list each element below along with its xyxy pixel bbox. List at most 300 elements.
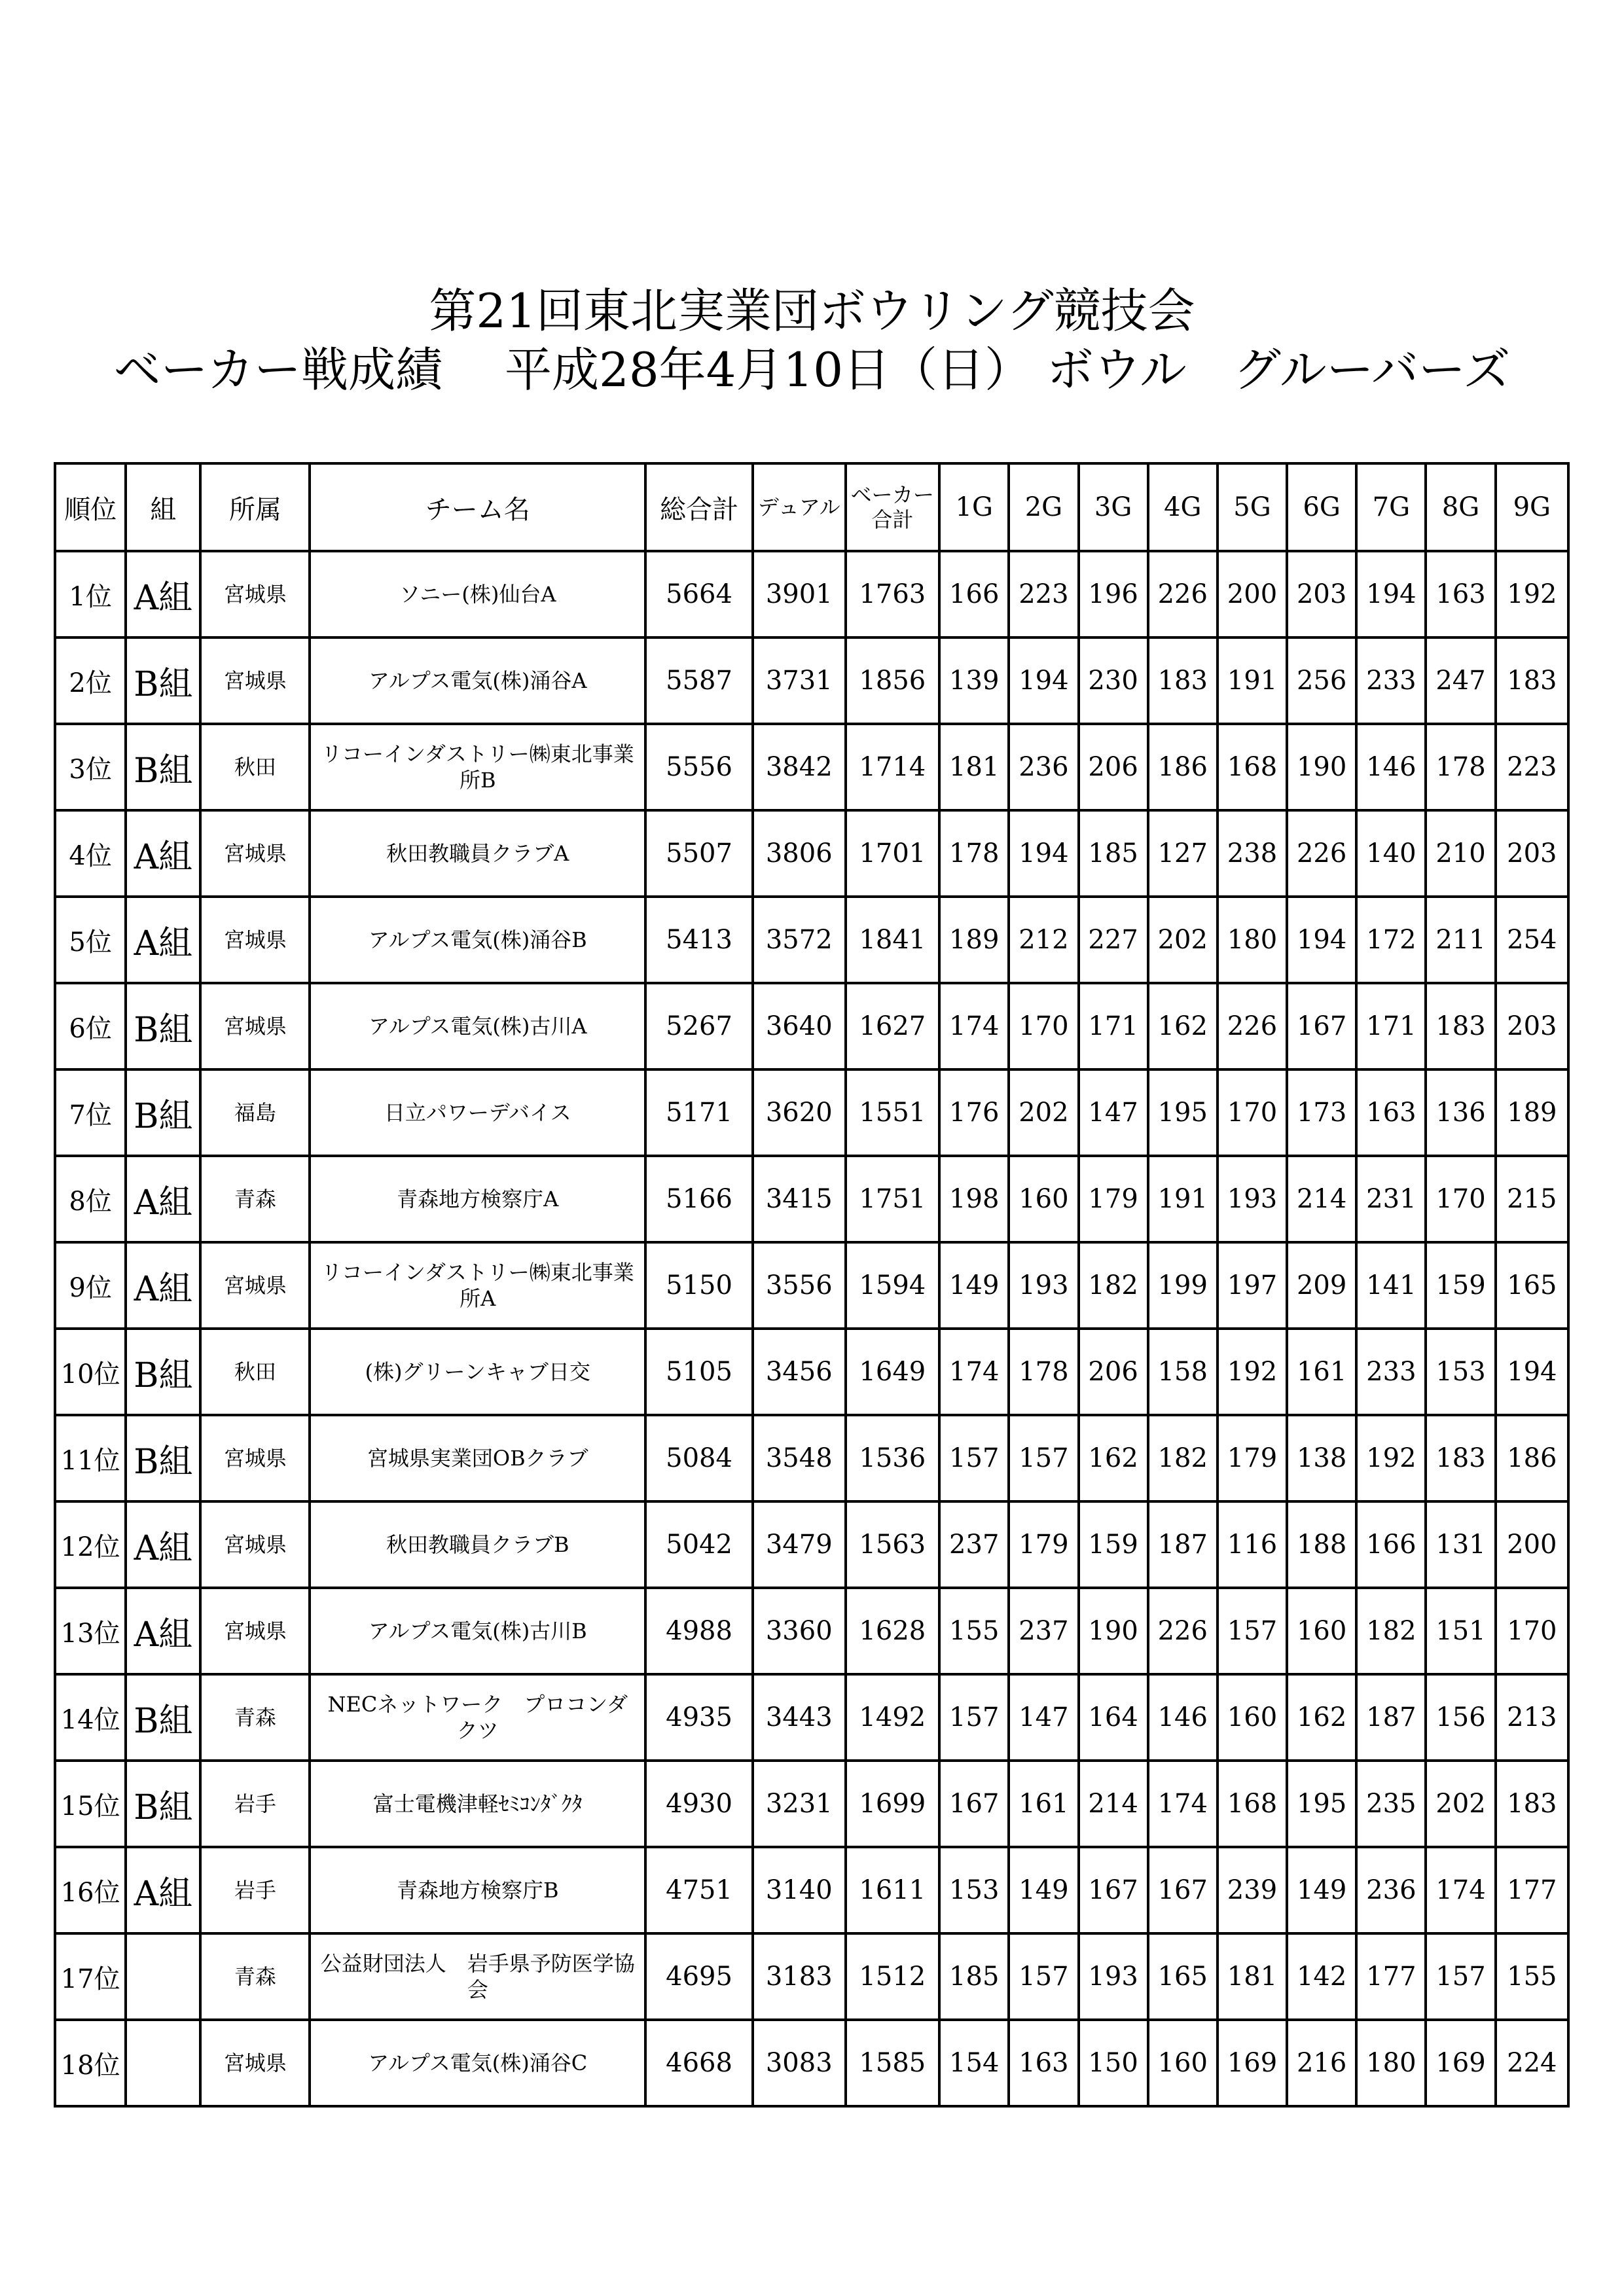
game-score-cell: 195	[1148, 1069, 1218, 1156]
group-cell: A組	[126, 1156, 200, 1242]
rank-cell: 18位	[55, 2020, 126, 2106]
game-score-cell: 203	[1496, 810, 1568, 897]
team-name-cell: アルプス電気(株)涌谷C	[310, 2020, 645, 2106]
baker-total-cell: 1714	[846, 724, 940, 810]
game-score-cell: 176	[939, 1069, 1009, 1156]
table-row	[55, 1156, 1568, 1242]
game-score-cell: 210	[1426, 810, 1495, 897]
game-score-cell: 157	[1218, 1588, 1287, 1674]
game-score-cell: 209	[1287, 1242, 1356, 1329]
team-name-cell: アルプス電気(株)涌谷A	[310, 637, 645, 724]
team-name-cell: 秋田教職員クラブB	[310, 1501, 645, 1588]
group-cell	[126, 2020, 200, 2106]
prefecture-cell: 宮城県	[200, 983, 310, 1069]
total-cell: 4930	[645, 1761, 753, 1847]
game-score-cell: 168	[1218, 1761, 1287, 1847]
group-cell: A組	[126, 810, 200, 897]
game-score-cell: 188	[1287, 1501, 1356, 1588]
group-cell: B組	[126, 1415, 200, 1501]
game-score-cell: 190	[1079, 1588, 1148, 1674]
dual-cell: 3415	[753, 1156, 846, 1242]
game-score-cell: 186	[1496, 1415, 1568, 1501]
total-cell: 5042	[645, 1501, 753, 1588]
dual-cell: 3731	[753, 637, 846, 724]
prefecture-cell: 宮城県	[200, 810, 310, 897]
game-score-cell: 187	[1148, 1501, 1218, 1588]
rank-cell: 3位	[55, 724, 126, 810]
game-score-cell: 254	[1496, 897, 1568, 983]
total-cell: 4935	[645, 1674, 753, 1761]
rank-cell: 1位	[55, 551, 126, 637]
team-name-cell: (株)グリーンキャブ日交	[310, 1329, 645, 1415]
column-header: デュアル	[753, 463, 846, 551]
game-score-cell: 140	[1356, 810, 1426, 897]
prefecture-cell: 宮城県	[200, 897, 310, 983]
group-cell: B組	[126, 1761, 200, 1847]
total-cell: 5105	[645, 1329, 753, 1415]
baker-total-cell: 1701	[846, 810, 940, 897]
column-header: 2G	[1009, 463, 1078, 551]
dual-cell: 3183	[753, 1933, 846, 2020]
game-score-cell: 155	[939, 1588, 1009, 1674]
rank-cell: 6位	[55, 983, 126, 1069]
game-score-cell: 226	[1218, 983, 1287, 1069]
total-cell: 4695	[645, 1933, 753, 2020]
dual-cell: 3456	[753, 1329, 846, 1415]
prefecture-cell: 宮城県	[200, 1242, 310, 1329]
baker-total-cell: 1763	[846, 551, 940, 637]
baker-total-cell: 1551	[846, 1069, 940, 1156]
total-cell: 5171	[645, 1069, 753, 1156]
game-score-cell: 226	[1287, 810, 1356, 897]
prefecture-cell: 宮城県	[200, 2020, 310, 2106]
group-cell: A組	[126, 1242, 200, 1329]
baker-total-cell: 1594	[846, 1242, 940, 1329]
document-title: 第21回東北実業団ボウリング競技会	[429, 283, 1195, 338]
rank-cell: 10位	[55, 1329, 126, 1415]
column-header: 順位	[55, 463, 126, 551]
game-score-cell: 200	[1496, 1501, 1568, 1588]
table-row	[55, 1069, 1568, 1156]
game-score-cell: 116	[1218, 1501, 1287, 1588]
game-score-cell: 206	[1079, 1329, 1148, 1415]
game-score-cell: 170	[1218, 1069, 1287, 1156]
game-score-cell: 202	[1148, 897, 1218, 983]
document-subtitle: ベーカー戦成績 平成28年4月10日（日） ボウル グルーバーズ	[113, 342, 1511, 397]
dual-cell: 3901	[753, 551, 846, 637]
game-score-cell: 172	[1356, 897, 1426, 983]
dual-cell: 3548	[753, 1415, 846, 1501]
game-score-cell: 149	[1009, 1847, 1078, 1933]
group-cell: B組	[126, 1069, 200, 1156]
game-score-cell: 180	[1356, 2020, 1426, 2106]
game-score-cell: 179	[1218, 1415, 1287, 1501]
game-score-cell: 157	[1426, 1933, 1495, 2020]
game-score-cell: 185	[1079, 810, 1148, 897]
dual-cell: 3083	[753, 2020, 846, 2106]
group-cell: B組	[126, 983, 200, 1069]
game-score-cell: 149	[1287, 1847, 1356, 1933]
game-score-cell: 206	[1079, 724, 1148, 810]
total-cell: 5587	[645, 637, 753, 724]
dual-cell: 3572	[753, 897, 846, 983]
game-score-cell: 182	[1356, 1588, 1426, 1674]
game-score-cell: 203	[1496, 983, 1568, 1069]
game-score-cell: 226	[1148, 1588, 1218, 1674]
table-row	[55, 2020, 1568, 2106]
game-score-cell: 203	[1287, 551, 1356, 637]
prefecture-cell: 青森	[200, 1156, 310, 1242]
team-name-cell: 富士電機津軽ｾﾐｺﾝﾀﾞｸﾀ	[310, 1761, 645, 1847]
game-score-cell: 146	[1356, 724, 1426, 810]
dual-cell: 3556	[753, 1242, 846, 1329]
game-score-cell: 183	[1426, 983, 1495, 1069]
game-score-cell: 183	[1426, 1415, 1495, 1501]
game-score-cell: 170	[1496, 1588, 1568, 1674]
column-header: チーム名	[310, 463, 645, 551]
table-row	[55, 1329, 1568, 1415]
game-score-cell: 193	[1079, 1933, 1148, 2020]
game-score-cell: 200	[1218, 551, 1287, 637]
game-score-cell: 178	[1009, 1329, 1078, 1415]
baker-total-cell: 1611	[846, 1847, 940, 1933]
game-score-cell: 178	[939, 810, 1009, 897]
table-row	[55, 897, 1568, 983]
table-row	[55, 1415, 1568, 1501]
game-score-cell: 237	[1009, 1588, 1078, 1674]
game-score-cell: 237	[939, 1501, 1009, 1588]
game-score-cell: 161	[1009, 1761, 1078, 1847]
game-score-cell: 157	[939, 1674, 1009, 1761]
column-header: 総合計	[645, 463, 753, 551]
game-score-cell: 183	[1148, 637, 1218, 724]
dual-cell: 3806	[753, 810, 846, 897]
dual-cell: 3140	[753, 1847, 846, 1933]
prefecture-cell: 宮城県	[200, 1588, 310, 1674]
group-cell: A組	[126, 897, 200, 983]
game-score-cell: 192	[1356, 1415, 1426, 1501]
prefecture-cell: 宮城県	[200, 1501, 310, 1588]
game-score-cell: 174	[939, 1329, 1009, 1415]
baker-total-cell: 1585	[846, 2020, 940, 2106]
column-header: 8G	[1426, 463, 1495, 551]
baker-total-cell: 1751	[846, 1156, 940, 1242]
total-cell: 5664	[645, 551, 753, 637]
game-score-cell: 202	[1009, 1069, 1078, 1156]
rank-cell: 9位	[55, 1242, 126, 1329]
table-row	[55, 1847, 1568, 1933]
rank-cell: 11位	[55, 1415, 126, 1501]
game-score-cell: 174	[1426, 1847, 1495, 1933]
table-row	[55, 1933, 1568, 2020]
baker-total-cell: 1512	[846, 1933, 940, 2020]
rank-cell: 7位	[55, 1069, 126, 1156]
game-score-cell: 212	[1009, 897, 1078, 983]
game-score-cell: 195	[1287, 1761, 1356, 1847]
game-score-cell: 183	[1496, 1761, 1568, 1847]
dual-cell: 3640	[753, 983, 846, 1069]
baker-total-cell: 1627	[846, 983, 940, 1069]
rank-cell: 13位	[55, 1588, 126, 1674]
rank-cell: 12位	[55, 1501, 126, 1588]
game-score-cell: 185	[939, 1933, 1009, 2020]
dual-cell: 3620	[753, 1069, 846, 1156]
column-header: 4G	[1148, 463, 1218, 551]
total-cell: 4988	[645, 1588, 753, 1674]
rank-cell: 17位	[55, 1933, 126, 2020]
game-score-cell: 163	[1356, 1069, 1426, 1156]
prefecture-cell: 宮城県	[200, 637, 310, 724]
game-score-cell: 214	[1287, 1156, 1356, 1242]
team-name-cell: 秋田教職員クラブA	[310, 810, 645, 897]
game-score-cell: 154	[939, 2020, 1009, 2106]
baker-total-cell: 1628	[846, 1588, 940, 1674]
game-score-cell: 174	[1148, 1761, 1218, 1847]
game-score-cell: 193	[1218, 1156, 1287, 1242]
group-cell: B組	[126, 637, 200, 724]
column-header: 7G	[1356, 463, 1426, 551]
rank-cell: 5位	[55, 897, 126, 983]
column-header: 所属	[200, 463, 310, 551]
game-score-cell: 147	[1009, 1674, 1078, 1761]
group-cell: B組	[126, 1674, 200, 1761]
column-header: 6G	[1287, 463, 1356, 551]
game-score-cell: 136	[1426, 1069, 1495, 1156]
rank-cell: 14位	[55, 1674, 126, 1761]
game-score-cell: 191	[1148, 1156, 1218, 1242]
game-score-cell: 165	[1496, 1242, 1568, 1329]
game-score-cell: 181	[1218, 1933, 1287, 2020]
game-score-cell: 159	[1426, 1242, 1495, 1329]
game-score-cell: 235	[1356, 1761, 1426, 1847]
game-score-cell: 213	[1496, 1674, 1568, 1761]
game-score-cell: 155	[1496, 1933, 1568, 2020]
group-cell: B組	[126, 724, 200, 810]
team-name-cell: 宮城県実業団OBクラブ	[310, 1415, 645, 1501]
table-row	[55, 1588, 1568, 1674]
game-score-cell: 183	[1496, 637, 1568, 724]
game-score-cell: 174	[939, 983, 1009, 1069]
rank-cell: 8位	[55, 1156, 126, 1242]
rank-cell: 16位	[55, 1847, 126, 1933]
baker-total-cell: 1536	[846, 1415, 940, 1501]
game-score-cell: 193	[1009, 1242, 1078, 1329]
team-name-cell: アルプス電気(株)涌谷B	[310, 897, 645, 983]
game-score-cell: 167	[1287, 983, 1356, 1069]
group-cell: A組	[126, 1501, 200, 1588]
game-score-cell: 166	[1356, 1501, 1426, 1588]
team-name-cell: アルプス電気(株)古川A	[310, 983, 645, 1069]
game-score-cell: 179	[1009, 1501, 1078, 1588]
game-score-cell: 197	[1218, 1242, 1287, 1329]
game-score-cell: 170	[1426, 1156, 1495, 1242]
game-score-cell: 153	[1426, 1329, 1495, 1415]
game-score-cell: 165	[1148, 1933, 1218, 2020]
game-score-cell: 216	[1287, 2020, 1356, 2106]
team-name-cell: NECネットワーク プロコンダクツ	[310, 1674, 645, 1761]
game-score-cell: 180	[1218, 897, 1287, 983]
total-cell: 5150	[645, 1242, 753, 1329]
total-cell: 4668	[645, 2020, 753, 2106]
game-score-cell: 194	[1009, 637, 1078, 724]
game-score-cell: 187	[1356, 1674, 1426, 1761]
game-score-cell: 247	[1426, 637, 1495, 724]
team-name-cell: ソニー(株)仙台A	[310, 551, 645, 637]
team-name-cell: 公益財団法人 岩手県予防医学協会	[310, 1933, 645, 2020]
game-score-cell: 182	[1148, 1415, 1218, 1501]
column-header: 1G	[939, 463, 1009, 551]
total-cell: 5413	[645, 897, 753, 983]
group-cell: A組	[126, 1847, 200, 1933]
prefecture-cell: 宮城県	[200, 1415, 310, 1501]
results-table	[54, 462, 1570, 2108]
game-score-cell: 214	[1079, 1761, 1148, 1847]
game-score-cell: 198	[939, 1156, 1009, 1242]
prefecture-cell: 青森	[200, 1933, 310, 2020]
table-row	[55, 1242, 1568, 1329]
game-score-cell: 160	[1009, 1156, 1078, 1242]
game-score-cell: 194	[1009, 810, 1078, 897]
game-score-cell: 189	[1496, 1069, 1568, 1156]
game-score-cell: 168	[1218, 724, 1287, 810]
column-header: ベーカー 合計	[846, 463, 940, 551]
group-cell: A組	[126, 1588, 200, 1674]
game-score-cell: 236	[1356, 1847, 1426, 1933]
game-score-cell: 150	[1079, 2020, 1148, 2106]
game-score-cell: 146	[1148, 1674, 1218, 1761]
game-score-cell: 153	[939, 1847, 1009, 1933]
game-score-cell: 158	[1148, 1329, 1218, 1415]
game-score-cell: 164	[1079, 1674, 1148, 1761]
table-row	[55, 810, 1568, 897]
game-score-cell: 224	[1496, 2020, 1568, 2106]
total-cell: 5556	[645, 724, 753, 810]
game-score-cell: 139	[939, 637, 1009, 724]
game-score-cell: 167	[1148, 1847, 1218, 1933]
dual-cell: 3479	[753, 1501, 846, 1588]
game-score-cell: 223	[1009, 551, 1078, 637]
game-score-cell: 138	[1287, 1415, 1356, 1501]
game-score-cell: 163	[1426, 551, 1495, 637]
baker-total-cell: 1649	[846, 1329, 940, 1415]
game-score-cell: 194	[1287, 897, 1356, 983]
game-score-cell: 162	[1148, 983, 1218, 1069]
group-cell: B組	[126, 1329, 200, 1415]
baker-total-cell: 1841	[846, 897, 940, 983]
game-score-cell: 162	[1287, 1674, 1356, 1761]
game-score-cell: 233	[1356, 637, 1426, 724]
group-cell: A組	[126, 551, 200, 637]
game-score-cell: 230	[1079, 637, 1148, 724]
table-row	[55, 1761, 1568, 1847]
column-header: 組	[126, 463, 200, 551]
prefecture-cell: 秋田	[200, 724, 310, 810]
game-score-cell: 160	[1218, 1674, 1287, 1761]
game-score-cell: 223	[1496, 724, 1568, 810]
game-score-cell: 233	[1356, 1329, 1426, 1415]
game-score-cell: 190	[1287, 724, 1356, 810]
game-score-cell: 192	[1218, 1329, 1287, 1415]
header-row	[55, 463, 1568, 551]
baker-total-cell: 1563	[846, 1501, 940, 1588]
column-header: 9G	[1496, 463, 1568, 551]
game-score-cell: 167	[1079, 1847, 1148, 1933]
rank-cell: 15位	[55, 1761, 126, 1847]
game-score-cell: 167	[939, 1761, 1009, 1847]
game-score-cell: 199	[1148, 1242, 1218, 1329]
column-header: 5G	[1218, 463, 1287, 551]
game-score-cell: 186	[1148, 724, 1218, 810]
game-score-cell: 178	[1426, 724, 1495, 810]
table-row	[55, 983, 1568, 1069]
baker-total-cell: 1492	[846, 1674, 940, 1761]
baker-total-cell: 1699	[846, 1761, 940, 1847]
game-score-cell: 157	[1009, 1415, 1078, 1501]
team-name-cell: 青森地方検察庁B	[310, 1847, 645, 1933]
table-row	[55, 1501, 1568, 1588]
column-header: 3G	[1079, 463, 1148, 551]
game-score-cell: 160	[1148, 2020, 1218, 2106]
game-score-cell: 194	[1356, 551, 1426, 637]
game-score-cell: 131	[1426, 1501, 1495, 1588]
game-score-cell: 163	[1009, 2020, 1078, 2106]
game-score-cell: 177	[1496, 1847, 1568, 1933]
game-score-cell: 141	[1356, 1242, 1426, 1329]
game-score-cell: 157	[939, 1415, 1009, 1501]
game-score-cell: 173	[1287, 1069, 1356, 1156]
total-cell: 5267	[645, 983, 753, 1069]
game-score-cell: 191	[1218, 637, 1287, 724]
dual-cell: 3231	[753, 1761, 846, 1847]
table-row	[55, 724, 1568, 810]
game-score-cell: 171	[1079, 983, 1148, 1069]
game-score-cell: 236	[1009, 724, 1078, 810]
dual-cell: 3842	[753, 724, 846, 810]
dual-cell: 3360	[753, 1588, 846, 1674]
game-score-cell: 162	[1079, 1415, 1148, 1501]
group-cell	[126, 1933, 200, 2020]
game-score-cell: 215	[1496, 1156, 1568, 1242]
total-cell: 5507	[645, 810, 753, 897]
table-row	[55, 1674, 1568, 1761]
game-score-cell: 142	[1287, 1933, 1356, 2020]
prefecture-cell: 岩手	[200, 1847, 310, 1933]
total-cell: 5084	[645, 1415, 753, 1501]
total-cell: 5166	[645, 1156, 753, 1242]
game-score-cell: 166	[939, 551, 1009, 637]
team-name-cell: アルプス電気(株)古川B	[310, 1588, 645, 1674]
game-score-cell: 238	[1218, 810, 1287, 897]
team-name-cell: リコーインダストリー㈱東北事業所B	[310, 724, 645, 810]
baker-total-cell: 1856	[846, 637, 940, 724]
team-name-cell: 青森地方検察庁A	[310, 1156, 645, 1242]
game-score-cell: 189	[939, 897, 1009, 983]
rank-cell: 4位	[55, 810, 126, 897]
prefecture-cell: 秋田	[200, 1329, 310, 1415]
prefecture-cell: 岩手	[200, 1761, 310, 1847]
game-score-cell: 171	[1356, 983, 1426, 1069]
dual-cell: 3443	[753, 1674, 846, 1761]
game-score-cell: 169	[1426, 2020, 1495, 2106]
game-score-cell: 226	[1148, 551, 1218, 637]
game-score-cell: 231	[1356, 1156, 1426, 1242]
game-score-cell: 177	[1356, 1933, 1426, 2020]
game-score-cell: 159	[1079, 1501, 1148, 1588]
game-score-cell: 239	[1218, 1847, 1287, 1933]
total-cell: 4751	[645, 1847, 753, 1933]
game-score-cell: 211	[1426, 897, 1495, 983]
game-score-cell: 202	[1426, 1761, 1495, 1847]
